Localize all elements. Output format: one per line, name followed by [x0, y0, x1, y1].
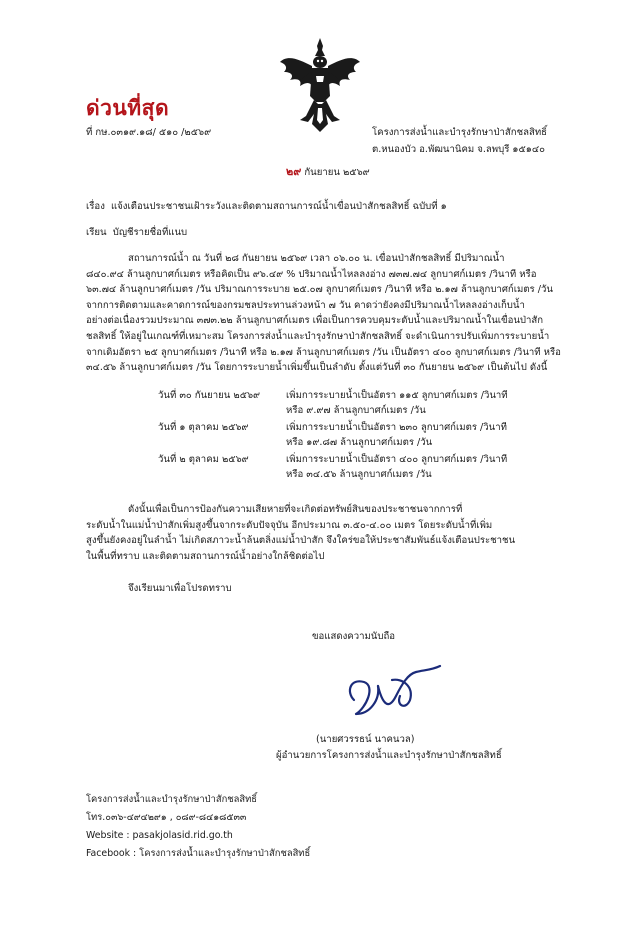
- body-line: อย่างต่อเนื่องรวมประมาณ ๓๗๓.๒๒ ล้านลูกบาศก์เมตร เพื่อเป็นการควบคุมระดับน้ำและปริมาณน้ำในเขื่อนป่าสัก: [86, 315, 544, 327]
- date-day: ๒๙: [286, 165, 302, 178]
- closing-line: ระดับน้ำในแม่น้ำป่าสักเพิ่มสูงขึ้นจากระดับปัจจุบัน อีกประมาณ ๓.๕๐-๔.๐๐ เมตร โดยระดับน้ำที่เพิ่ม: [86, 519, 493, 531]
- schedule-date: วันที่ ๓๐ กันยายน ๒๕๖๙: [158, 390, 261, 401]
- recipient-label: เรียน: [86, 227, 107, 238]
- body-line: จากเดิมอัตรา ๒๕ ลูกบาศก์เมตร /วินาที หรือ ๒.๑๗ ล้านลูกบาศก์เมตร /วัน เป็นอัตรา ๔๐๐ ลูกบาศก์เมตร /วินาที หรือ: [86, 346, 561, 358]
- closing-line: ดังนั้นเพื่อเป็นการป้องกันความเสียหายที่จะเกิดต่อทรัพย์สินของประชาชนจากการที่: [128, 504, 463, 515]
- schedule-action: เพิ่มการระบายน้ำเป็นอัตรา ๑๑๕ ลูกบาศก์เมตร /วินาที: [286, 390, 508, 401]
- recipient-line: [86, 226, 187, 240]
- urgency-heading: ด่วนที่สุด: [86, 95, 170, 120]
- closing-paragraph: [86, 502, 564, 564]
- body-line: ๘๔๐.๙๔ ล้านลูกบาศก์เมตร หรือคิดเป็น ๙๖.๔๙ % ปริมาณน้ำไหลลงอ่าง ๗๓๗.๗๔ ลูกบาศก์เมตร /วินาที หรือ: [86, 268, 537, 280]
- closing-line: ในพื้นที่ทราบ และติดตามสถานการณ์น้ำอย่างใกล้ชิดต่อไป: [86, 550, 325, 562]
- sender-organization: โครงการส่งน้ำและบำรุงรักษาป่าสักชลสิทธิ์: [372, 127, 548, 138]
- handwritten-signature-icon: [336, 656, 448, 722]
- sender-address: ต.หนองบัว อ.พัฒนานิคม จ.ลพบุรี ๑๕๑๔๐: [372, 144, 545, 155]
- request-line: จึงเรียนมาเพื่อโปรดทราบ: [128, 583, 232, 594]
- body-line: สถานการณ์น้ำ ณ วันที่ ๒๘ กันยายน ๒๕๖๙ เวลา ๐๖.๐๐ น. เขื่อนป่าสักชลสิทธิ์ มีปริมาณน้ำ: [128, 253, 505, 264]
- signatory-name: (นายศวรรธน์ นาคนวล): [316, 734, 415, 745]
- schedule-volume: หรือ ๓๔.๕๖ ล้านลูกบาศก์เมตร /วัน: [286, 469, 432, 480]
- signatory-position: ผู้อำนวยการโครงการส่งน้ำและบำรุงรักษาป่าสักชลสิทธิ์: [276, 750, 502, 761]
- letter-date: [286, 165, 370, 180]
- schedule-date: วันที่ ๑ ตุลาคม ๒๕๖๙: [158, 422, 249, 433]
- body-paragraph: [86, 251, 564, 376]
- schedule-date: วันที่ ๒ ตุลาคม ๒๕๖๙: [158, 454, 249, 465]
- footer-organization: โครงการส่งน้ำและบำรุงรักษาป่าสักชลสิทธิ์: [86, 794, 258, 805]
- recipient-text: บัญชีรายชื่อที่แนบ: [112, 227, 188, 238]
- footer-website: Website : pasakjolasid.rid.go.th: [86, 830, 233, 841]
- subject-line: [86, 200, 447, 214]
- body-line: จากการติดตามและคาดการณ์ของกรมชลประทานล่วงหน้า ๗ วัน คาดว่ายังคงมีปริมาณน้ำไหลลงอ่างเก็บน้ำ: [86, 299, 525, 311]
- date-month-year: กันยายน ๒๕๖๙: [304, 167, 370, 178]
- reference-number: ที่ กษ.๐๓๑๙.๑๘/ ๕๑๐ /๒๕๖๙: [86, 127, 212, 138]
- subject-text: แจ้งเตือนประชาชนเฝ้าระวังและติดตามสถานการณ์น้ำเขื่อนป่าสักชลสิทธิ์ ฉบับที่ ๑: [111, 201, 447, 212]
- body-line: ชลสิทธิ์ ให้อยู่ในเกณฑ์ที่เหมาะสม โครงการส่งน้ำและบำรุงรักษาป่าสักชลสิทธิ์ จะดำเนินการปรับเพิ่มการระบายน้ำ: [86, 330, 550, 342]
- regards-line: ขอแสดงความนับถือ: [312, 631, 396, 642]
- schedule-volume: หรือ ๑๙.๘๗ ล้านลูกบาศก์เมตร /วัน: [286, 437, 433, 448]
- footer-facebook: Facebook : โครงการส่งน้ำและบำรุงรักษาป่าสักชลสิทธิ์: [86, 848, 311, 859]
- footer-phone: โทร.๐๓๖-๔๙๔๒๙๑ , ๐๘๙-๘๔๑๘๕๓๓: [86, 812, 247, 823]
- body-line: ๖๓.๗๔ ล้านลูกบาศก์เมตร /วัน ปริมาณการระบาย ๒๕.๐๗ ลูกบาศก์เมตร /วินาที หรือ ๒.๑๗ ล้านลูกบาศก์เมตร /วัน: [86, 284, 553, 296]
- schedule-action: เพิ่มการระบายน้ำเป็นอัตรา ๔๐๐ ลูกบาศก์เมตร /วินาที: [286, 454, 508, 465]
- subject-label: เรื่อง: [86, 201, 105, 212]
- body-line: ๓๔.๕๖ ล้านลูกบาศก์เมตร /วัน โดยการระบายน้ำเพิ่มขึ้นเป็นลำดับ ตั้งแต่วันที่ ๓๐ กันยายน ๒๕๖๙ เป็นต้นไป ดังนี้: [86, 362, 548, 374]
- garuda-emblem-icon: [278, 36, 362, 134]
- schedule-action: เพิ่มการระบายน้ำเป็นอัตรา ๒๓๐ ลูกบาศก์เมตร /วินาที: [286, 422, 507, 433]
- closing-line: สูงขึ้นยังคงอยู่ในลำน้ำ ไม่เกิดสภาวะน้ำล้นตลิ่งแม่น้ำป่าสัก จึงใคร่ขอให้ประชาสัมพันธ์แจ้งเตือนประชาชน: [86, 535, 516, 547]
- schedule-volume: หรือ ๙.๙๗ ล้านลูกบาศก์เมตร /วัน: [286, 405, 426, 416]
